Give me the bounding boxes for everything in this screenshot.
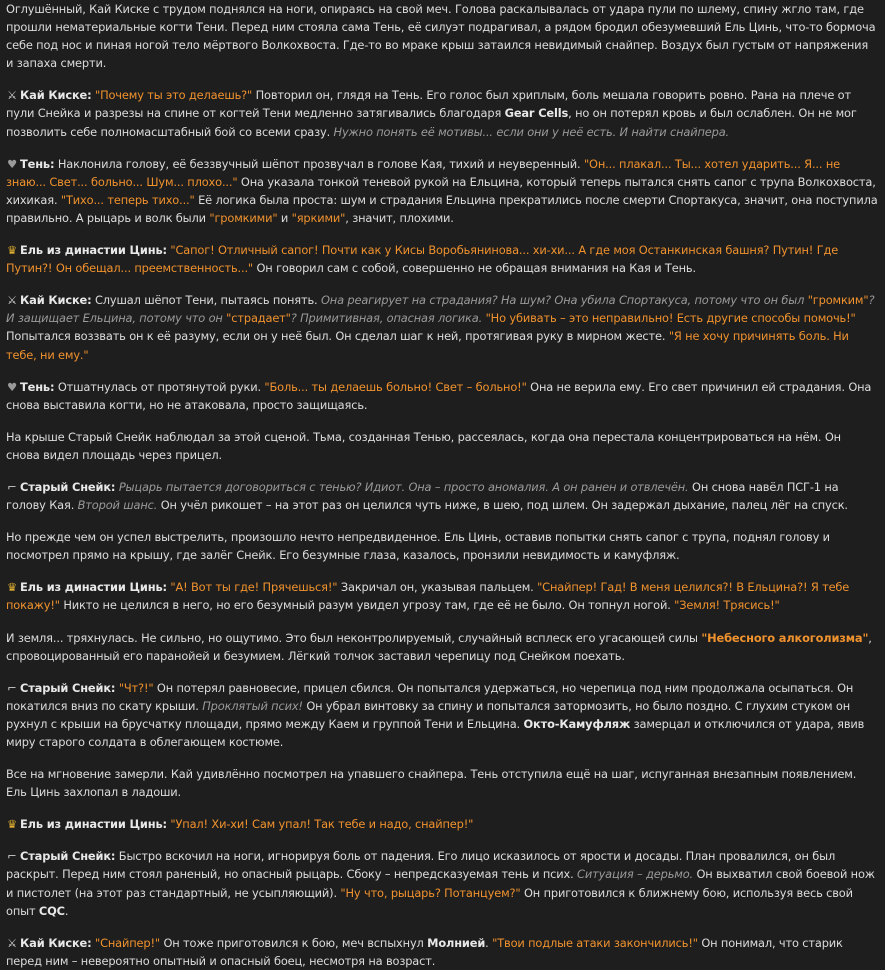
story-paragraph bbox=[6, 478, 878, 514]
text-run: Он убрал винтовку за спину и попытался затормозить, но было поздно. С глухим стуком он рухнул с крыши на брусчатку площади, прямо между Каем и группой Тени и Ельцина. bbox=[6, 698, 851, 731]
story-paragraph bbox=[6, 528, 878, 564]
story-paragraph bbox=[6, 378, 878, 414]
story-paragraph bbox=[6, 847, 878, 919]
inner-thought: Второй шанс. bbox=[77, 498, 158, 513]
dialogue-quote: "Чт?!" bbox=[118, 680, 154, 695]
text-run: Он выхватил свой боевой нож и пистолет (на этот раз стандартный, не усыпляющий). bbox=[6, 867, 875, 900]
sword-icon: ⚔ bbox=[6, 293, 18, 308]
highlight-term: Gear Cells bbox=[504, 106, 569, 121]
speaker-name: Кай Киске: bbox=[20, 293, 92, 308]
story-paragraph bbox=[6, 765, 878, 801]
text-run: Попытался воззвать он к её разуму, если он у неё был. Он сделал шаг к ней, протягивая руку в мирном жесте. bbox=[6, 329, 669, 344]
sword-icon: ⚔ bbox=[6, 935, 18, 950]
text-run: Повторил он, глядя на Тень. Его голос был хриплым, боль мешала говорить ровно. Рана на плече от пули Снейка и разрезы на спине от когтей Тени медленно затягивались благодаря bbox=[6, 88, 851, 121]
dialogue-quote: "громким" bbox=[807, 293, 869, 308]
text-run: Отшатнулась от протянутой руки. bbox=[54, 379, 265, 394]
text-run: Закричал он, указывая пальцем. bbox=[337, 580, 538, 595]
rifle-icon: ⌐ bbox=[7, 680, 17, 695]
text-run: , значит, плохими. bbox=[345, 210, 454, 225]
dialogue-quote: "Тихо... теперь тихо..." bbox=[60, 192, 195, 207]
text-run: На крыше Старый Снейк наблюдал за этой сценой. Тьма, созданная Тенью, рассеялась, когда она перестала концентрироваться на нём. Он снова видел площадь через прицел. bbox=[6, 429, 841, 462]
text-run: и bbox=[277, 210, 292, 225]
story-paragraph bbox=[6, 578, 878, 614]
story-paragraph bbox=[6, 86, 878, 140]
text-run: Слушал шёпот Тени, пытаясь понять. bbox=[91, 293, 321, 308]
text-run: , но он потерял кровь и был ослаблен. Он не мог позволить себе полномасштабный бой со всеми сразу. bbox=[6, 106, 857, 139]
text-run: Наклонила голову, её беззвучный шёпот прозвучал в голове Кая, тихий и неуверенный. bbox=[54, 156, 584, 171]
heart-icon: ♥ bbox=[6, 379, 18, 394]
dialogue-quote: "Небесного алкоголизма" bbox=[701, 630, 869, 645]
text-run: Он приготовился к ближнему бою, используя весь свой опыт bbox=[6, 885, 853, 918]
text-run: Никто не целился в него, но его безумный разум увидел угрозу там, где её не было. Он топнул ногой. bbox=[59, 598, 675, 613]
dialogue-quote: "яркими" bbox=[291, 210, 346, 225]
text-run: Но прежде чем он успел выстрелить, произошло нечто непредвиденное. Ель Цинь, оставив попытки снять сапог с трупа, поднял голову и посмотрел прямо на крышу, где залёг Снейк. Его безумные глаза, казалось, пронзили невидимость и камуфляж. bbox=[6, 530, 830, 563]
inner-thought: ? И защищает Ельцина, потому что он bbox=[6, 293, 875, 326]
sword-icon: ⚔ bbox=[6, 88, 18, 103]
text-run: Быстро вскочил на ноги, игнорируя боль от падения. Его лицо исказилось от ярости и досады. План провалился, он был раскрыт. Перед ним стоял раненый, но опасный рыцарь. Сбоку – непредсказуемая тень и псих. bbox=[6, 849, 836, 882]
highlight-term: Окто-Камуфляж bbox=[523, 716, 631, 731]
rifle-icon: ⌐ bbox=[7, 479, 17, 494]
text-run: замерцал и отключился от удара, явив миру старого солдата в облегающем костюме. bbox=[6, 716, 865, 749]
story-paragraph bbox=[6, 155, 878, 227]
dialogue-quote: "Боль... ты делаешь больно! Свет – больно!" bbox=[264, 379, 527, 394]
text-run: Она указала тонкой теневой рукой на Ельцина, который теперь пытался снять сапог с трупа Волкохвоста, хихикая. bbox=[6, 174, 876, 207]
text-run: . bbox=[485, 935, 493, 950]
speaker-name: Тень: bbox=[20, 156, 55, 171]
inner-thought: ? Примитивная, опасная логика. bbox=[290, 311, 483, 326]
dialogue-quote: "А! Вот ты где! Прячешься!" bbox=[170, 580, 338, 595]
text-run: И земля... тряхнулась. Не сильно, но ощутимо. Это был неконтролируемый, случайный всплеск его угасающей силы bbox=[6, 630, 702, 645]
crown-icon: ♛ bbox=[6, 580, 18, 595]
dialogue-quote: "Я не хочу причинять боль. Ни тебе, ни ему." bbox=[6, 329, 849, 362]
dialogue-quote: "Твои подлые атаки закончились!" bbox=[492, 935, 698, 950]
crown-icon: ♛ bbox=[6, 817, 18, 832]
highlight-term: Молнией bbox=[427, 935, 486, 950]
text-run: Он снова навёл ПСГ-1 на голову Кая. bbox=[6, 479, 839, 513]
text-run: Оглушённый, Кай Киске с трудом поднялся на ноги, опираясь на свой меч. Голова раскалывалась от удара пули по шлему, спину жгло там, где прошли нематериальные когти Тени. Перед ним стояла сама Тень, её силуэт подрагивал, а рядом бродил обезумевший Ель Цинь, что-то бормоча себе под нос и пиная ногой тело мёртвого Волкохвоста. Где-то во мраке крыш затаился невидимый снайпер. Воздух был густым от напряжения и запаха смерти. bbox=[6, 2, 876, 71]
story-paragraph bbox=[6, 629, 878, 665]
story-paragraph bbox=[6, 934, 878, 970]
speaker-name: Ель из династии Цинь: bbox=[20, 243, 167, 258]
story-paragraph bbox=[6, 0, 878, 72]
heart-icon: ♥ bbox=[6, 156, 18, 171]
speaker-name: Кай Киске: bbox=[20, 935, 92, 950]
text-run: Все на мгновение замерли. Кай удивлённо посмотрел на упавшего снайпера. Тень отступила ещё на шаг, испуганная внезапным появлением. Ель Цинь захлопал в ладоши. bbox=[6, 767, 857, 800]
dialogue-quote: "Упал! Хи-хи! Сам упал! Так тебе и надо, снайпер!" bbox=[170, 817, 474, 832]
dialogue-quote: "Снайпер!" bbox=[94, 935, 160, 950]
dialogue-quote: "Почему ты это делаешь?" bbox=[94, 88, 253, 103]
speaker-name: Ель из династии Цинь: bbox=[20, 817, 167, 832]
inner-thought: Проклятый псих! bbox=[202, 698, 303, 713]
text-run: Он учёл рикошет – на этот раз он целился чуть ниже, в шею, под шлем. Он задержал дыхание, палец лёг на спуск. bbox=[157, 498, 848, 513]
story-paragraph bbox=[6, 241, 878, 277]
speaker-name: Кай Киске: bbox=[20, 88, 92, 103]
dialogue-quote: "Он... плакал... Ты... хотел ударить... Я... не знаю... Свет... больно... Шум... плохо..." bbox=[6, 156, 840, 189]
dialogue-quote: "Но убивать – это неправильно! Есть другие способы помочь!" bbox=[485, 311, 856, 326]
speaker-name: Ель из династии Цинь: bbox=[20, 580, 167, 595]
speaker-name: Старый Снейк: bbox=[20, 849, 116, 864]
speaker-name: Тень: bbox=[20, 379, 55, 394]
inner-thought: Она реагирует на страдания? На шум? Она убила Спортакуса, потому что он был bbox=[320, 293, 808, 308]
text-run: Она не верила ему. Его свет причинил ей страдания. Она снова выставила когти, но не атаковала, просто защищаясь. bbox=[6, 379, 872, 412]
dialogue-quote: "Сапог! Отличный сапог! Почти как у Кисы Воробьянинова... хи-хи... А где моя Останкинская башня? Путин! Где Путин?! Он обещал... преемственность..." bbox=[6, 243, 839, 276]
text-run: Он говорил сам с собой, совершенно не обращая внимания на Кая и Тень. bbox=[253, 261, 696, 276]
rifle-icon: ⌐ bbox=[7, 849, 17, 864]
speaker-name: Старый Снейк: bbox=[20, 479, 116, 494]
inner-thought: Нужно понять её мотивы... если они у неё есть. И найти снайпера. bbox=[333, 124, 729, 139]
dialogue-quote: "страдает" bbox=[226, 311, 291, 326]
text-run: , спровоцированный его паранойей и безумием. Лёгкий толчок заставил черепицу под Снейком поехать. bbox=[6, 630, 872, 663]
dialogue-quote: "Снайпер! Гад! В меня целился?! В Ельцина?! Я тебе покажу!" bbox=[6, 580, 850, 613]
story-paragraph bbox=[6, 291, 878, 363]
story-paragraph bbox=[6, 679, 878, 751]
text-run: Он тоже приготовился к бою, меч вспыхнул bbox=[160, 935, 428, 950]
text-run: Её логика была проста: шум и страдания Ельцина прекратились после смерти Спортакуса, значит, она поступила правильно. А рыцарь и волк были bbox=[6, 192, 878, 225]
dialogue-quote: "Земля! Трясись!" bbox=[674, 598, 780, 613]
crown-icon: ♛ bbox=[6, 243, 18, 258]
text-run: Он потерял равновесие, прицел сбился. Он попытался удержаться, но черепица под ним продолжала осыпаться. Он покатился вниз по скату крыши. bbox=[6, 680, 854, 713]
text-run: . bbox=[64, 903, 69, 918]
story-paragraph bbox=[6, 815, 878, 833]
highlight-term: CQC bbox=[38, 903, 65, 918]
speaker-name: Старый Снейк: bbox=[20, 680, 116, 695]
dialogue-quote: "громкими" bbox=[209, 210, 278, 225]
text-run: Он понимал, что старик перед ним – невероятно опытный и опасный боец, несмотря на возраст. bbox=[6, 935, 843, 968]
story-paragraph bbox=[6, 428, 878, 464]
dialogue-quote: "Ну что, рыцарь? Потанцуем?" bbox=[340, 885, 521, 900]
inner-thought: Рыцарь пытается договориться с тенью? Идиот. Она – просто аномалия. А он ранен и отвлечён. bbox=[118, 479, 689, 494]
inner-thought: Ситуация – дерьмо. bbox=[577, 867, 694, 882]
